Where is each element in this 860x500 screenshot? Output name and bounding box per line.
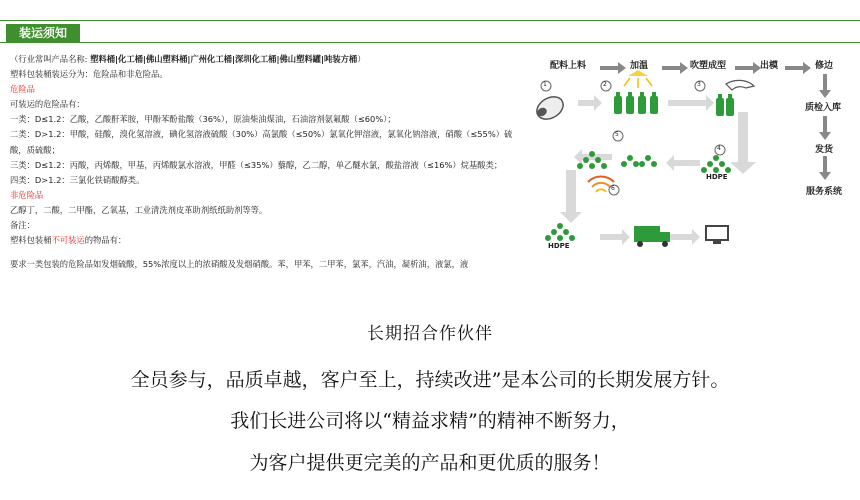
header-top-line (0, 20, 860, 21)
category-intro: 塑料包装桶装运分为：危险品和非危险品。 (10, 69, 168, 80)
step-number-3: 3 (697, 81, 701, 88)
process-arrow-f-head (560, 212, 582, 223)
step-number-4: 4 (717, 145, 721, 152)
step-number-1: 1 (543, 81, 547, 88)
product-names-line (10, 52, 510, 67)
step-batching: 配料上料 (550, 61, 587, 71)
remark-prefix: 塑料包装桶 (10, 235, 52, 246)
arrow-down-1 (819, 74, 831, 98)
slogan-line-3: 我们长进公司将以“精益求精”的精神不断努力， (230, 410, 630, 432)
class-four-line: 四类：D>1.2：三氯化铁硝酸醇类。 (10, 174, 145, 185)
step-blow-molding: 吹塑成型 (690, 61, 727, 71)
arrow-2 (662, 62, 688, 74)
process-arrow-h (670, 229, 700, 245)
non-dangerous-items: 乙醇丁，二酸，二甲酯，乙氧基，工业清洗剂皮革助剂纸纸助剂等等。 (10, 204, 268, 215)
arrow-down-2 (819, 116, 831, 140)
step-demold: 出模 (760, 61, 779, 71)
class-three-line: 三类：D≤1.2：丙酸，丙烯酸，甲基，丙烯酸氯水溶液，甲醛（≤35%）藜醇，乙二醇，单乙醚水氯，酸盐溶液（≤16%）烷基酸类； (10, 159, 503, 170)
step-number-6: 6 (611, 185, 615, 192)
arrow-1 (600, 62, 626, 74)
step-heating: 加温 (630, 61, 649, 71)
arrow-down-3 (819, 156, 831, 180)
dangerous-goods-title: 危险品 (10, 84, 35, 95)
section-tab-title: 装运须知 (6, 24, 80, 42)
remark-suffix: 的物品有： (84, 235, 127, 246)
non-dangerous-title: 非危险品 (10, 189, 44, 200)
product-names: 塑料桶|化工桶|佛山塑料桶|广州化工桶|深圳化工桶|佛山塑料罐|吨装方桶 (90, 54, 358, 64)
step-number-2: 2 (603, 81, 607, 88)
remark-forbidden: 不可装运 (51, 235, 85, 246)
bottles-group-icon (614, 92, 658, 114)
slogan-title: 长期招合作伙伴 (367, 324, 493, 344)
class-one-line: 一类：D≤1.2：乙酸，乙酸酐苯胺，甲酚苯酚盐酸（36%），原油柴油煤油，石油溶剂氨氟酸（≤60%）； (10, 114, 396, 125)
names-prefix: （行业常叫产品名称: (10, 54, 91, 64)
slogan-line-4: 为客户提供更完美的产品和更优质的服务！ (249, 452, 611, 474)
heater-icon (624, 70, 652, 88)
step-quality-storage: 质检入库 (805, 103, 842, 113)
step-service: 服务系统 (806, 187, 843, 197)
remark-line (10, 233, 510, 248)
material-roll-icon (533, 92, 567, 123)
production-flow-diagram (520, 50, 860, 270)
remark-label: 备注： (10, 220, 35, 231)
shipping-notes (10, 52, 513, 272)
process-arrow-c (738, 112, 748, 167)
step-number-5: 5 (615, 131, 619, 138)
process-arrow-a (578, 95, 602, 111)
bottles-pair-icon (716, 94, 734, 116)
header-bottom-line (0, 42, 860, 43)
step-trimming: 修边 (815, 61, 834, 71)
slogan-line-2: 全员参与，品质卓越，客户至上，持续改进”是本公司的长期发展方针。 (130, 369, 730, 391)
process-arrow-c-head (730, 162, 756, 174)
hdpe-label-a: HDPE (706, 173, 728, 181)
process-arrow-d (666, 155, 700, 171)
arrow-3 (735, 62, 761, 74)
forbidden-items-line: 要求一类包装的危险品如发烟硫酸，55%浓度以上的浓硝酸及发烟硝酸。苯，甲苯，二甲苯，氯苯，汽油，凝析油，液氯，液 (10, 259, 469, 270)
flow-graphics (520, 50, 860, 270)
process-arrow-g (600, 229, 630, 245)
computer-icon (706, 226, 728, 244)
process-arrow-b (668, 95, 714, 111)
truck-icon (634, 226, 670, 247)
allowed-dangerous-intro: 可装运的危险品有： (10, 99, 85, 110)
hdpe-label-b: HDPE (548, 242, 570, 250)
class-two-line-a: 二类：D>1.2：甲酸，硅酸，溴化氢溶液，碘化氢溶液硫酸（30%）高氯酸（≤50%）氯氧化钾溶液，氯氧化钠溶液，硝酸（≤55%）硫 (10, 129, 513, 140)
class-two-line-b: 酸，质硫酸； (10, 144, 60, 155)
process-arrow-f (566, 170, 576, 216)
arrow-4 (785, 62, 811, 74)
notes-spacer (10, 248, 510, 257)
step-shipping: 发货 (815, 145, 834, 155)
hand-icon (726, 80, 754, 90)
names-suffix: ） (357, 54, 366, 64)
